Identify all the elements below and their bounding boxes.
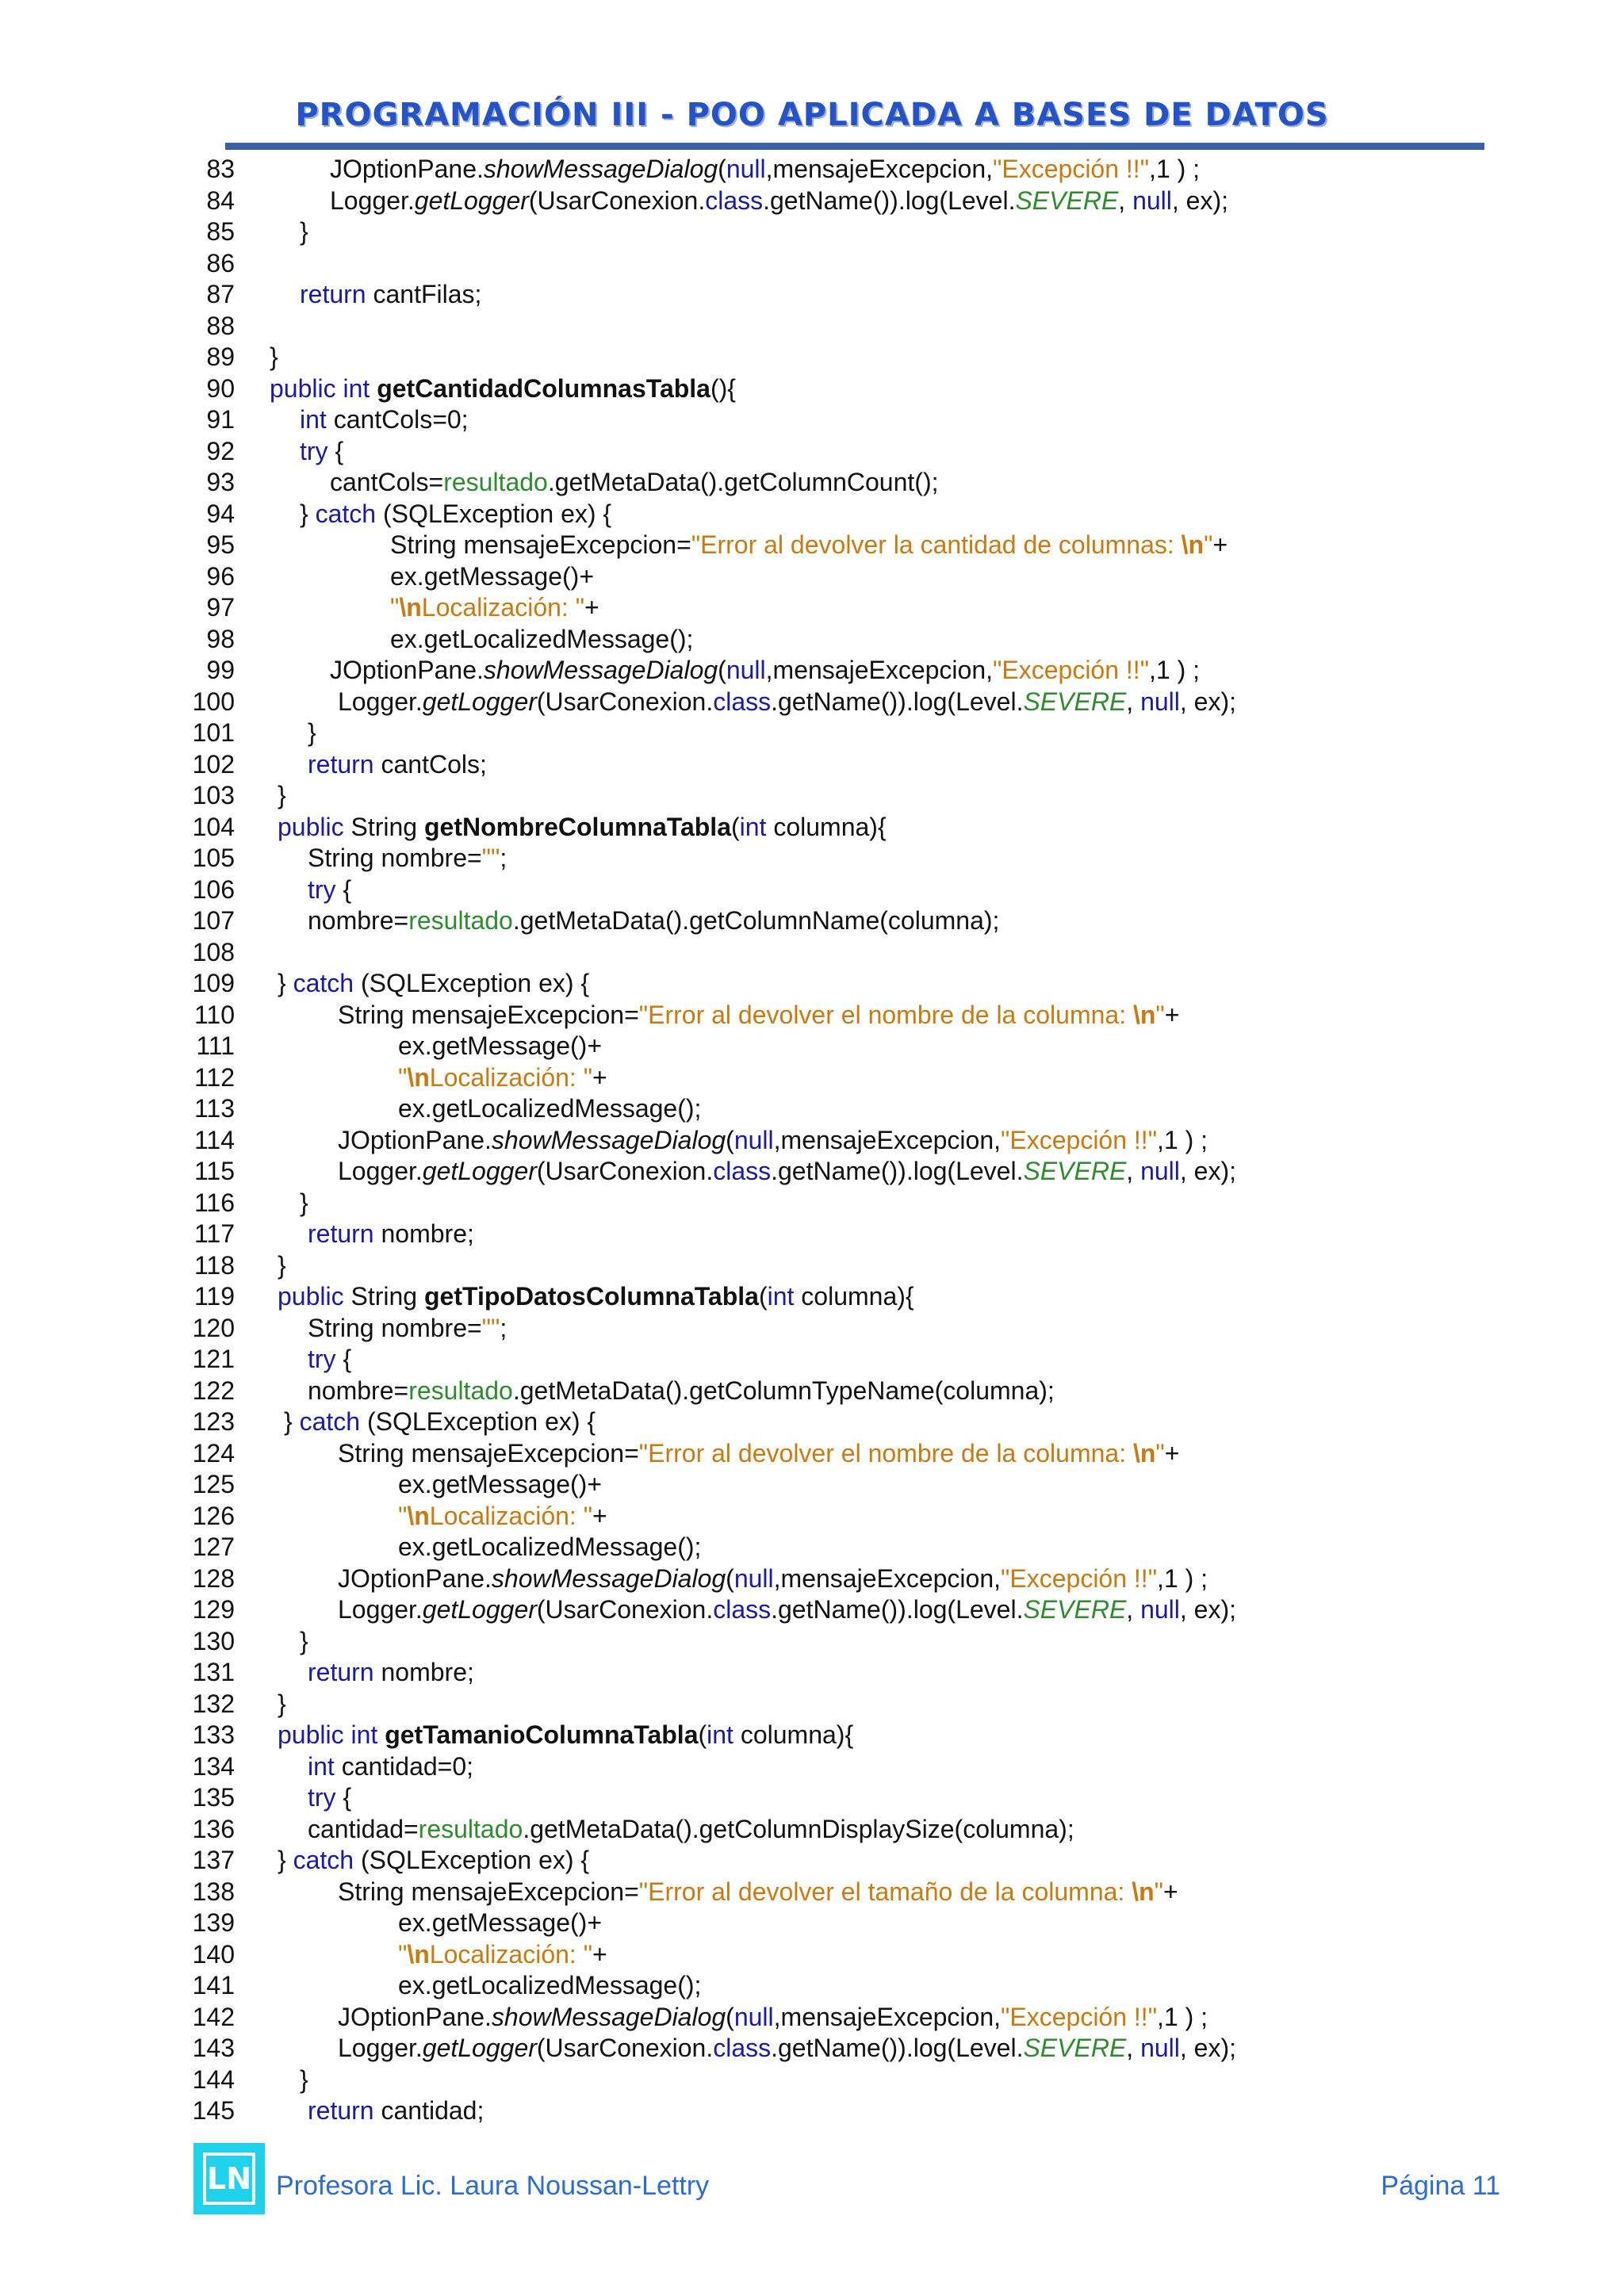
line-number: 119 <box>193 1282 235 1311</box>
code-line <box>0 1281 1624 1313</box>
line-number: 84 <box>206 186 235 215</box>
code-line <box>0 342 1624 373</box>
code-line <box>0 1720 1624 1751</box>
page-title: PROGRAMACIÓN III - POO APLICADA A BASES DE DATOS <box>295 97 1329 133</box>
code-text: return nombre; <box>308 1219 474 1248</box>
line-number: 89 <box>206 342 235 371</box>
code-line <box>0 687 1624 718</box>
line-number: 115 <box>193 1157 235 1185</box>
code-text: String mensajeExcepcion="Error al devolver la cantidad de columnas: \n"+ <box>390 530 1228 559</box>
code-line <box>0 1188 1624 1219</box>
line-number: 91 <box>206 405 235 434</box>
line-number: 131 <box>192 1658 235 1686</box>
code-line <box>0 1563 1624 1595</box>
code-text: } <box>300 1626 308 1655</box>
code-text: JOptionPane.showMessageDialog(null,mensajeExcepcion,"Excepción !!",1 ) ; <box>338 1125 1208 1154</box>
code-line <box>0 1814 1624 1846</box>
code-text: try { <box>300 436 344 465</box>
line-number: 116 <box>193 1188 235 1217</box>
code-line <box>0 2002 1624 2034</box>
line-number: 126 <box>192 1501 235 1530</box>
code-line <box>0 1594 1624 1626</box>
code-text: JOptionPane.showMessageDialog(null,mensajeExcepcion,"Excepción !!",1 ) ; <box>330 656 1201 684</box>
code-text: } catch (SQLException ex) { <box>284 1407 596 1436</box>
code-text: return cantCols; <box>308 749 487 779</box>
code-line <box>0 1438 1624 1470</box>
line-number: 127 <box>192 1533 235 1561</box>
line-number: 85 <box>206 217 235 246</box>
code-text: public String getNombreColumnaTabla(int columna){ <box>278 812 887 841</box>
line-number: 96 <box>206 561 235 591</box>
page-header <box>0 97 1624 133</box>
code-line <box>0 467 1624 499</box>
line-number: 88 <box>206 311 235 340</box>
line-number: 100 <box>192 687 235 716</box>
code-line <box>0 1782 1624 1814</box>
code-text: "\nLocalización: "+ <box>398 1501 607 1530</box>
code-line <box>0 1908 1624 1939</box>
code-line <box>0 1000 1624 1031</box>
code-text: } <box>278 1689 286 1718</box>
code-line <box>0 1376 1624 1407</box>
code-line <box>0 749 1624 781</box>
code-line <box>0 279 1624 311</box>
code-text: JOptionPane.showMessageDialog(null,mensajeExcepcion,"Excepción !!",1 ) ; <box>338 1563 1208 1593</box>
code-text: ex.getLocalizedMessage(); <box>398 1533 702 1561</box>
line-number: 101 <box>192 718 235 747</box>
line-number: 86 <box>206 248 235 277</box>
line-number: 122 <box>192 1376 235 1405</box>
line-number: 109 <box>192 969 235 997</box>
line-number: 133 <box>192 1720 235 1749</box>
line-number: 99 <box>206 656 235 684</box>
code-line <box>0 2033 1624 2064</box>
line-number: 107 <box>192 906 235 935</box>
code-line <box>0 1469 1624 1501</box>
code-text: } <box>300 2064 308 2094</box>
line-number: 110 <box>193 1000 235 1029</box>
footer-author: Profesora Lic. Laura Noussan-Lettry <box>276 2171 710 2201</box>
code-line <box>0 968 1624 1000</box>
line-number: 103 <box>192 781 235 809</box>
code-text: try { <box>308 1345 352 1373</box>
code-text: } catch (SQLException ex) { <box>300 499 612 528</box>
line-number: 92 <box>206 436 235 465</box>
line-number: 98 <box>206 624 235 653</box>
line-number: 113 <box>193 1094 235 1123</box>
code-line <box>0 1062 1624 1094</box>
code-line <box>0 311 1624 342</box>
line-number: 130 <box>192 1626 235 1655</box>
code-text: return nombre; <box>308 1658 474 1686</box>
code-text: Logger.getLogger(UsarConexion.class.getName()).log(Level.SEVERE, null, ex); <box>338 2034 1236 2062</box>
code-line <box>0 1532 1624 1563</box>
code-text: int cantCols=0; <box>300 405 469 434</box>
line-number: 139 <box>192 1908 235 1937</box>
code-line <box>0 1406 1624 1438</box>
line-number: 104 <box>192 812 235 841</box>
code-line <box>0 1031 1624 1062</box>
code-text: } <box>270 342 278 371</box>
line-number: 102 <box>192 749 235 779</box>
code-text: nombre=resultado.getMetaData().getColumnName(columna); <box>308 906 1000 935</box>
code-line <box>0 1313 1624 1345</box>
code-text: int cantidad=0; <box>308 1751 474 1781</box>
line-number: 135 <box>192 1783 235 1812</box>
line-number: 140 <box>192 1939 235 1969</box>
code-line <box>0 1250 1624 1282</box>
code-line <box>0 1125 1624 1157</box>
line-number: 118 <box>193 1250 235 1280</box>
code-text: String mensajeExcepcion="Error al devolver el nombre de la columna: \n"+ <box>338 1438 1180 1468</box>
line-number: 121 <box>192 1345 235 1373</box>
line-number: 136 <box>192 1814 235 1843</box>
code-line <box>0 561 1624 593</box>
line-number: 138 <box>192 1877 235 1906</box>
code-line <box>0 1657 1624 1689</box>
line-number: 137 <box>192 1846 235 1874</box>
code-line <box>0 780 1624 812</box>
line-number: 123 <box>192 1407 235 1436</box>
code-text: ex.getMessage()+ <box>398 1031 603 1060</box>
code-line <box>0 843 1624 874</box>
code-line <box>0 2064 1624 2096</box>
code-text: String nombre=""; <box>308 1313 508 1342</box>
code-line <box>0 905 1624 937</box>
code-text: Logger.getLogger(UsarConexion.class.getName()).log(Level.SEVERE, null, ex); <box>338 1157 1236 1185</box>
line-number: 128 <box>192 1563 235 1593</box>
code-line <box>0 530 1624 561</box>
line-number: 125 <box>192 1470 235 1498</box>
code-line <box>0 436 1624 468</box>
code-text: try { <box>308 874 352 904</box>
code-text: public int getCantidadColumnasTabla(){ <box>270 373 736 403</box>
line-number: 108 <box>192 937 235 966</box>
code-line <box>0 154 1624 186</box>
line-number: 144 <box>192 2064 235 2094</box>
line-number: 111 <box>196 1031 235 1060</box>
code-text: try { <box>308 1783 352 1812</box>
code-text: ex.getLocalizedMessage(); <box>398 1971 702 1999</box>
code-text: public String getTipoDatosColumnaTabla(int columna){ <box>278 1282 914 1311</box>
code-line <box>0 248 1624 280</box>
code-text: } <box>308 718 316 747</box>
code-line <box>0 1845 1624 1877</box>
code-text: ex.getMessage()+ <box>398 1470 603 1498</box>
code-text: String mensajeExcepcion="Error al devolver el tamaño de la columna: \n"+ <box>338 1877 1178 1906</box>
line-number: 105 <box>192 844 235 872</box>
line-number: 90 <box>206 373 235 403</box>
code-line <box>0 373 1624 405</box>
code-text: String nombre=""; <box>308 844 508 872</box>
code-line <box>0 1877 1624 1908</box>
code-line <box>0 404 1624 436</box>
code-line <box>0 499 1624 530</box>
code-text: } <box>300 1188 308 1217</box>
code-text: Logger.getLogger(UsarConexion.class.getName()).log(Level.SEVERE, null, ex); <box>338 687 1236 716</box>
line-number: 117 <box>193 1219 235 1248</box>
code-text: } <box>300 217 308 246</box>
line-number: 134 <box>192 1751 235 1781</box>
code-line <box>0 216 1624 248</box>
code-line <box>0 1751 1624 1783</box>
code-text: nombre=resultado.getMetaData().getColumnTypeName(columna); <box>308 1376 1055 1405</box>
line-number: 114 <box>193 1125 235 1154</box>
code-text: Logger.getLogger(UsarConexion.class.getName()).log(Level.SEVERE, null, ex); <box>330 186 1228 215</box>
logo-icon: LN <box>193 2143 265 2214</box>
code-line <box>0 1626 1624 1658</box>
code-listing <box>0 154 1624 2127</box>
code-text: JOptionPane.showMessageDialog(null,mensajeExcepcion,"Excepción !!",1 ) ; <box>330 155 1201 183</box>
code-text: "\nLocalización: "+ <box>398 1939 607 1969</box>
line-number: 145 <box>192 2096 235 2125</box>
line-number: 143 <box>192 2034 235 2062</box>
code-line <box>0 937 1624 969</box>
code-line <box>0 624 1624 656</box>
code-text: cantCols=resultado.getMetaData().getColumnCount(); <box>330 468 939 496</box>
line-number: 97 <box>206 593 235 622</box>
code-text: ex.getMessage()+ <box>398 1908 603 1937</box>
line-number: 132 <box>192 1689 235 1718</box>
code-text: ex.getMessage()+ <box>390 561 595 591</box>
code-text: } <box>278 781 286 809</box>
code-line <box>0 1970 1624 2002</box>
code-text: "\nLocalización: "+ <box>390 593 599 622</box>
line-number: 94 <box>206 499 235 528</box>
code-line <box>0 2095 1624 2127</box>
code-line <box>0 1939 1624 1971</box>
code-line <box>0 1344 1624 1376</box>
code-text: String mensajeExcepcion="Error al devolver el nombre de la columna: \n"+ <box>338 1000 1180 1029</box>
header-divider <box>225 143 1484 150</box>
code-text: ex.getLocalizedMessage(); <box>398 1094 702 1123</box>
code-line <box>0 186 1624 217</box>
line-number: 142 <box>192 2002 235 2031</box>
line-number: 106 <box>192 874 235 904</box>
code-line <box>0 1093 1624 1125</box>
code-line <box>0 1501 1624 1533</box>
code-text: ex.getLocalizedMessage(); <box>390 624 694 653</box>
code-line <box>0 1156 1624 1188</box>
code-text: } catch (SQLException ex) { <box>278 1846 590 1874</box>
code-text: JOptionPane.showMessageDialog(null,mensajeExcepcion,"Excepción !!",1 ) ; <box>338 2002 1208 2031</box>
code-text: Logger.getLogger(UsarConexion.class.getName()).log(Level.SEVERE, null, ex); <box>338 1595 1236 1624</box>
page-number: Página 11 <box>1381 2171 1500 2201</box>
line-number: 112 <box>193 1062 235 1092</box>
line-number: 124 <box>192 1438 235 1468</box>
line-number: 87 <box>206 280 235 308</box>
line-number: 129 <box>192 1595 235 1624</box>
code-line <box>0 812 1624 844</box>
line-number: 95 <box>206 530 235 559</box>
code-text: return cantidad; <box>308 2096 485 2125</box>
code-line <box>0 655 1624 687</box>
line-number: 83 <box>206 155 235 183</box>
code-text: } catch (SQLException ex) { <box>278 969 590 997</box>
code-text: } <box>278 1250 286 1280</box>
line-number: 120 <box>192 1313 235 1342</box>
code-line <box>0 874 1624 906</box>
code-line <box>0 718 1624 749</box>
code-text: return cantFilas; <box>300 280 482 308</box>
code-line <box>0 592 1624 624</box>
code-line <box>0 1219 1624 1250</box>
line-number: 141 <box>192 1971 235 1999</box>
code-text: cantidad=resultado.getMetaData().getColumnDisplaySize(columna); <box>308 1814 1074 1843</box>
code-text: public int getTamanioColumnaTabla(int columna){ <box>278 1720 854 1749</box>
line-number: 93 <box>206 468 235 496</box>
code-line <box>0 1689 1624 1720</box>
code-text: "\nLocalización: "+ <box>398 1062 607 1092</box>
